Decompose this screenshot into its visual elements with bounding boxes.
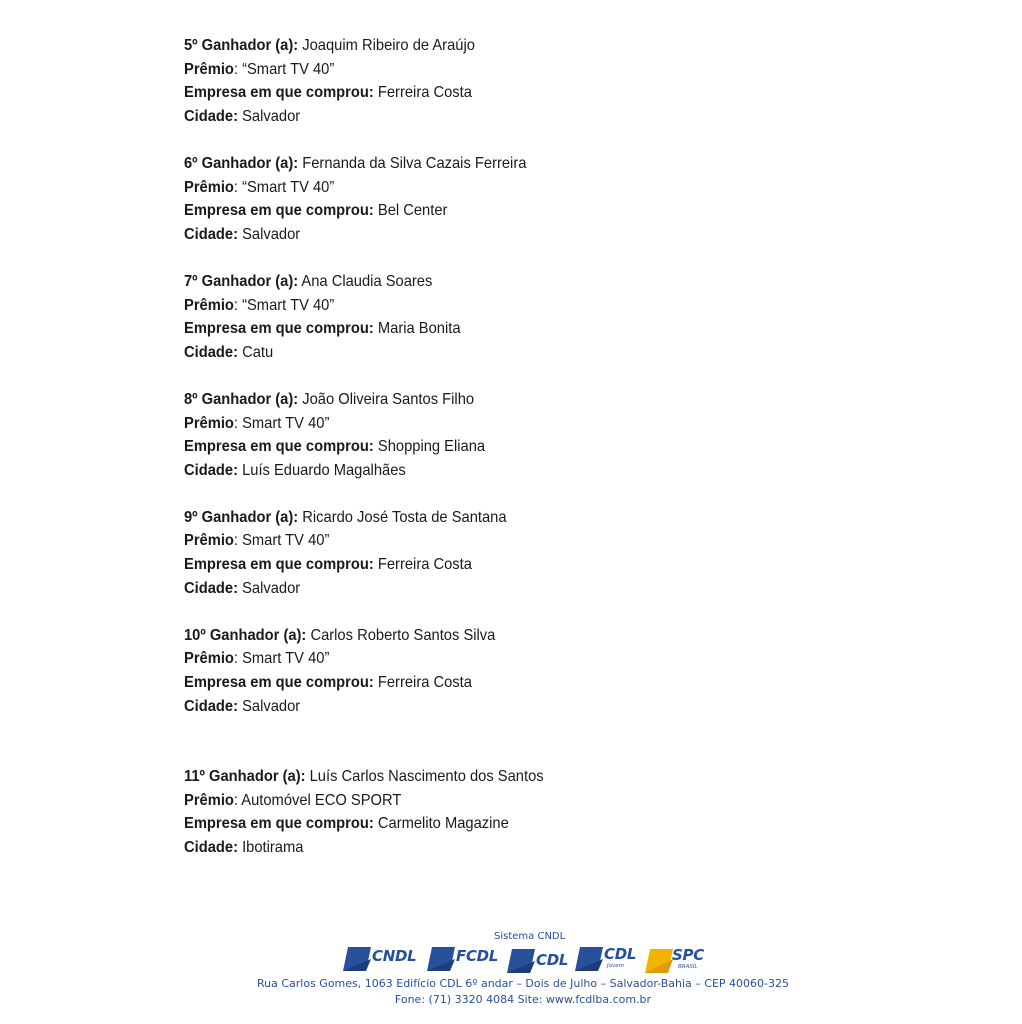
city-line bbox=[184, 836, 883, 860]
spc-logo-icon bbox=[644, 944, 714, 974]
winner-name: Fernanda da Silva Cazais Ferreira bbox=[302, 154, 527, 172]
city-label: Cidade: bbox=[184, 225, 238, 243]
winner-name: João Oliveira Santos Filho bbox=[302, 390, 475, 408]
prize-value: : “Smart TV 40” bbox=[233, 296, 335, 314]
winner-ordinal: 10º Ganhador (a): bbox=[184, 626, 307, 644]
winner-ordinal: 5º Ganhador (a): bbox=[184, 37, 299, 54]
winner-line bbox=[184, 506, 883, 530]
footer-address: Rua Carlos Gomes, 1063 Edifício CDL 6º andar – Dois de Julho – Salvador-Bahia – CEP 40060-325 bbox=[256, 977, 790, 990]
city-label: Cidade: bbox=[184, 697, 238, 715]
winner-entry bbox=[184, 388, 944, 482]
city-label: Cidade: bbox=[184, 839, 238, 856]
prize-label: Prêmio bbox=[184, 60, 234, 78]
city-label: Cidade: bbox=[184, 461, 238, 479]
prize-line bbox=[184, 294, 883, 318]
company-label: Empresa em que comprou: bbox=[184, 320, 374, 338]
city-label: Cidade: bbox=[184, 579, 238, 597]
city-label: Cidade: bbox=[184, 107, 238, 125]
city-value: Salvador bbox=[242, 225, 301, 243]
prize-line bbox=[184, 412, 883, 436]
company-line bbox=[184, 553, 883, 577]
system-label: Sistema CNDL bbox=[494, 931, 566, 942]
footer-contact: Fone: (71) 3320 4084 Site: www.fcdlba.com.br bbox=[394, 993, 652, 1006]
city-value: Salvador bbox=[242, 107, 301, 125]
company-line bbox=[184, 199, 883, 223]
winner-line bbox=[184, 270, 883, 294]
company-line bbox=[184, 81, 883, 105]
company-line bbox=[184, 435, 883, 459]
winner-name: Luís Carlos Nascimento dos Santos bbox=[309, 768, 544, 786]
city-value: Catu bbox=[242, 343, 274, 361]
company-value: Ferreira Costa bbox=[377, 556, 472, 574]
city-value: Salvador bbox=[242, 697, 301, 715]
prize-value: : “Smart TV 40” bbox=[233, 178, 335, 196]
winner-name: Carlos Roberto Santos Silva bbox=[310, 626, 496, 644]
prize-value: : Automóvel ECO SPORT bbox=[233, 791, 402, 809]
company-value: Maria Bonita bbox=[377, 320, 461, 338]
winner-ordinal: 9º Ganhador (a): bbox=[184, 508, 299, 526]
logo-label: SPC bbox=[672, 946, 704, 964]
city-line bbox=[184, 105, 883, 129]
city-label: Cidade: bbox=[184, 343, 238, 361]
winner-entry bbox=[184, 506, 944, 600]
company-value: Carmelito Magazine bbox=[377, 815, 509, 833]
city-value: Salvador bbox=[242, 579, 301, 597]
prize-label: Prêmio bbox=[184, 178, 234, 196]
prize-line bbox=[184, 789, 883, 813]
winner-line bbox=[184, 34, 883, 58]
winner-entry bbox=[184, 34, 944, 128]
winner-line bbox=[184, 388, 883, 412]
company-line bbox=[184, 317, 883, 341]
winner-ordinal: 6º Ganhador (a): bbox=[184, 154, 299, 172]
logo-strip bbox=[340, 944, 720, 974]
logo-label: FCDL bbox=[456, 947, 499, 965]
winner-entry bbox=[184, 152, 944, 246]
prize-line bbox=[184, 529, 883, 553]
company-line bbox=[184, 671, 883, 695]
winner-name: Ricardo José Tosta de Santana bbox=[302, 508, 507, 526]
cdl-jovem-logo-icon bbox=[574, 944, 642, 974]
logo-label: CDL bbox=[604, 945, 637, 963]
winner-line bbox=[184, 624, 883, 648]
prize-value: : Smart TV 40” bbox=[233, 532, 330, 550]
city-line bbox=[184, 459, 883, 483]
winner-name: Joaquim Ribeiro de Araújo bbox=[302, 37, 475, 54]
winner-entry bbox=[184, 765, 944, 859]
prize-line bbox=[184, 58, 883, 82]
winner-ordinal: 7º Ganhador (a): bbox=[184, 272, 299, 290]
logo-label: CNDL bbox=[372, 947, 417, 965]
prize-label: Prêmio bbox=[184, 414, 234, 432]
cndl-logo-icon bbox=[342, 944, 422, 974]
company-line bbox=[184, 812, 883, 836]
cdl-logo-icon bbox=[506, 946, 574, 976]
winner-entry bbox=[184, 624, 944, 718]
company-value: Ferreira Costa bbox=[377, 84, 472, 102]
company-label: Empresa em que comprou: bbox=[184, 815, 374, 833]
prize-label: Prêmio bbox=[184, 532, 234, 550]
prize-label: Prêmio bbox=[184, 650, 234, 668]
company-label: Empresa em que comprou: bbox=[184, 438, 374, 456]
city-line bbox=[184, 577, 883, 601]
prize-value: : Smart TV 40” bbox=[233, 650, 330, 668]
company-value: Bel Center bbox=[377, 202, 448, 220]
winners-list bbox=[184, 34, 944, 860]
fcdl-logo-icon bbox=[426, 944, 506, 974]
company-label: Empresa em que comprou: bbox=[184, 84, 374, 102]
company-value: Ferreira Costa bbox=[377, 674, 472, 692]
winner-line bbox=[184, 152, 883, 176]
logo-label: CDL bbox=[536, 951, 569, 969]
logo-sublabel: BRASIL bbox=[678, 964, 698, 970]
city-value: Luís Eduardo Magalhães bbox=[242, 461, 406, 479]
prize-label: Prêmio bbox=[184, 791, 234, 809]
city-line bbox=[184, 341, 883, 365]
prize-label: Prêmio bbox=[184, 296, 234, 314]
winner-line bbox=[184, 765, 883, 789]
city-value: Ibotirama bbox=[242, 839, 304, 856]
prize-value: : “Smart TV 40” bbox=[233, 60, 335, 78]
prize-value: : Smart TV 40” bbox=[233, 414, 330, 432]
company-label: Empresa em que comprou: bbox=[184, 202, 374, 220]
company-label: Empresa em que comprou: bbox=[184, 674, 374, 692]
winner-name: Ana Claudia Soares bbox=[301, 272, 433, 290]
city-line bbox=[184, 223, 883, 247]
company-label: Empresa em que comprou: bbox=[184, 556, 374, 574]
page-footer bbox=[0, 928, 1022, 1024]
winner-ordinal: 11º Ganhador (a): bbox=[184, 768, 306, 786]
prize-line bbox=[184, 647, 883, 671]
company-value: Shopping Eliana bbox=[377, 438, 486, 456]
city-line bbox=[184, 695, 883, 719]
logo-sublabel: Jovem bbox=[607, 963, 624, 969]
winner-ordinal: 8º Ganhador (a): bbox=[184, 390, 299, 408]
winner-entry bbox=[184, 270, 944, 364]
prize-line bbox=[184, 176, 883, 200]
